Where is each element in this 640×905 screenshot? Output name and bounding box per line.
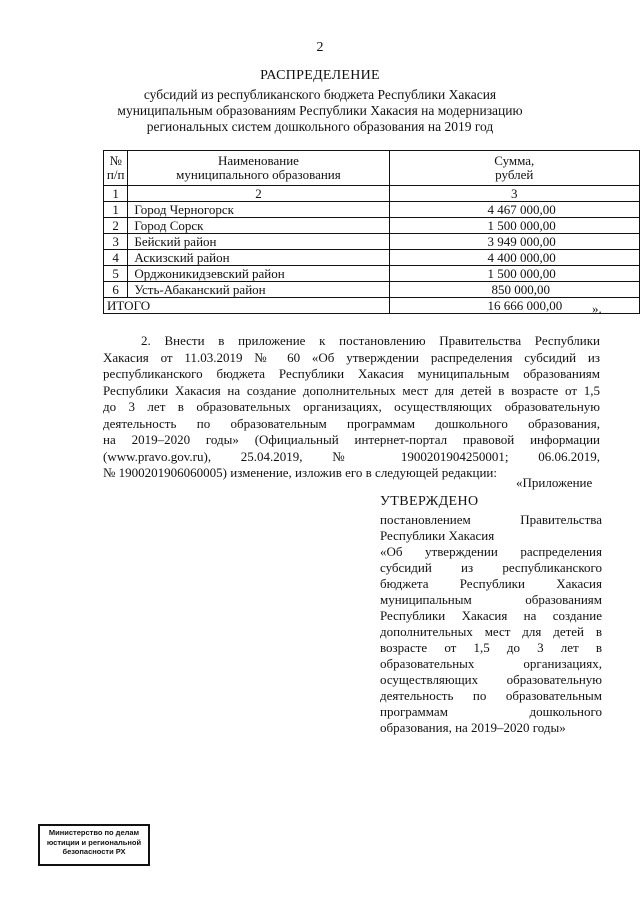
- table-row: [104, 202, 640, 218]
- ministry-stamp: [38, 824, 150, 866]
- municipality-name: Бейский район: [128, 234, 389, 250]
- municipality-name: Аскизский район: [128, 250, 389, 266]
- table-row: [104, 266, 640, 282]
- subsidy-amount: 1 500 000,00: [389, 266, 639, 282]
- municipality-name: Усть-Абаканский район: [128, 282, 389, 298]
- column-number: 3: [389, 186, 639, 202]
- document-title: РАСПРЕДЕЛЕНИЕ: [260, 68, 380, 83]
- total-label: ИТОГО: [104, 298, 390, 314]
- approved-heading: УТВЕРЖДЕНО: [380, 494, 479, 509]
- subsidy-amount: 4 400 000,00: [389, 250, 639, 266]
- header-sum: [389, 151, 639, 186]
- row-number: 2: [104, 218, 128, 234]
- approval-line: программам дошкольного: [380, 704, 602, 719]
- row-number: 1: [104, 202, 128, 218]
- column-number: 2: [128, 186, 389, 202]
- approval-block: [380, 512, 602, 736]
- paragraph-line: 2. Внести в приложение к постановлению Правительства Республики: [141, 333, 600, 348]
- approval-line: бюджета Республики Хакасия: [380, 576, 602, 591]
- municipality-name: Орджоникидзевский район: [128, 266, 389, 282]
- table-row: [104, 234, 640, 250]
- approval-line: Республики Хакасия: [380, 528, 495, 543]
- approval-line: деятельность по образовательным: [380, 688, 602, 703]
- approval-line: осуществляющих образовательную: [380, 672, 602, 687]
- total-amount: 16 666 000,00: [389, 298, 639, 314]
- distribution-table: [103, 150, 640, 314]
- approval-line: образовательных организациях,: [380, 656, 602, 671]
- paragraph-line: деятельность по образовательным программам дошкольного образования,: [103, 415, 600, 431]
- paragraph-line: (www.pravo.gov.ru), 25.04.2019, № 1900201904250001; 06.06.2019,: [103, 448, 600, 464]
- row-number: 4: [104, 250, 128, 266]
- page-number: 2: [316, 40, 324, 55]
- stamp-line: юстиции и региональной: [46, 837, 142, 847]
- stamp-line: безопасности РХ: [62, 847, 126, 856]
- table-row: [104, 250, 640, 266]
- approval-line: «Об утверждении распределения: [380, 544, 602, 559]
- subsidy-amount: 1 500 000,00: [389, 218, 639, 234]
- closing-quote: ».: [592, 301, 602, 316]
- stamp-line: Министерство по делам: [48, 828, 140, 837]
- municipality-name: Город Черногорск: [128, 202, 389, 218]
- approval-line: возрасте от 1,5 до 3 лет в: [380, 640, 602, 655]
- approval-line: постановлением Правительства: [380, 512, 602, 527]
- header-num: [104, 151, 128, 186]
- row-number: 3: [104, 234, 128, 250]
- subsidy-amount: 850 000,00: [389, 282, 639, 298]
- table-row: [104, 282, 640, 298]
- subtitle-line: региональных систем дошкольного образования на 2019 год: [146, 119, 494, 134]
- column-number-row: [104, 186, 640, 202]
- approval-line: муниципальным образованиям: [380, 592, 602, 607]
- header-name-line: Наименование: [217, 153, 299, 168]
- approval-line: Республики Хакасия на создание: [380, 608, 602, 623]
- paragraph-line: на 2019–2020 годы» (Официальный интернет-портал правовой информации: [103, 432, 600, 447]
- subtitle-line: муниципальным образованиям Республики Хакасия на модернизацию: [117, 103, 523, 118]
- header-sum-line: Сумма,: [494, 153, 535, 168]
- paragraph-line: Республики Хакасия на создание дополнительных мест для детей в возрасте от 1,5: [103, 382, 600, 398]
- subsidy-amount: 4 467 000,00: [389, 202, 639, 218]
- column-number: 1: [104, 186, 128, 202]
- header-name: [128, 151, 389, 186]
- appendix-label: «Приложение: [516, 475, 593, 490]
- header-sum-line: рублей: [495, 167, 534, 182]
- header-num-line: п/п: [106, 167, 125, 182]
- subsidy-amount: 3 949 000,00: [389, 234, 639, 250]
- approval-line: образования, на 2019–2020 годы»: [380, 720, 566, 735]
- header-num-line: №: [109, 153, 122, 168]
- table-header-row: [104, 151, 640, 186]
- subtitle-line: субсидий из республиканского бюджета Республики Хакасия: [143, 87, 497, 102]
- paragraph-line: республиканского бюджета Республики Хакасия муниципальным образованиям: [103, 366, 600, 381]
- table-total-row: [104, 298, 640, 314]
- paragraph-line: Хакасия от 11.03.2019 № 60 «Об утверждении распределения субсидий из: [103, 349, 600, 365]
- paragraph-line: до 3 лет в образовательных организациях, осуществляющих образовательную: [103, 399, 600, 414]
- amendment-paragraph: [103, 333, 600, 482]
- table-row: [104, 218, 640, 234]
- paragraph-line: № 1900201906060005) изменение, изложив его в следующей редакции:: [103, 465, 497, 480]
- municipality-name: Город Сорск: [128, 218, 389, 234]
- row-number: 5: [104, 266, 128, 282]
- approval-line: дополнительных мест для детей в: [380, 624, 602, 639]
- header-name-line: муниципального образования: [176, 167, 341, 182]
- row-number: 6: [104, 282, 128, 298]
- approval-line: субсидий из республиканского: [380, 560, 602, 575]
